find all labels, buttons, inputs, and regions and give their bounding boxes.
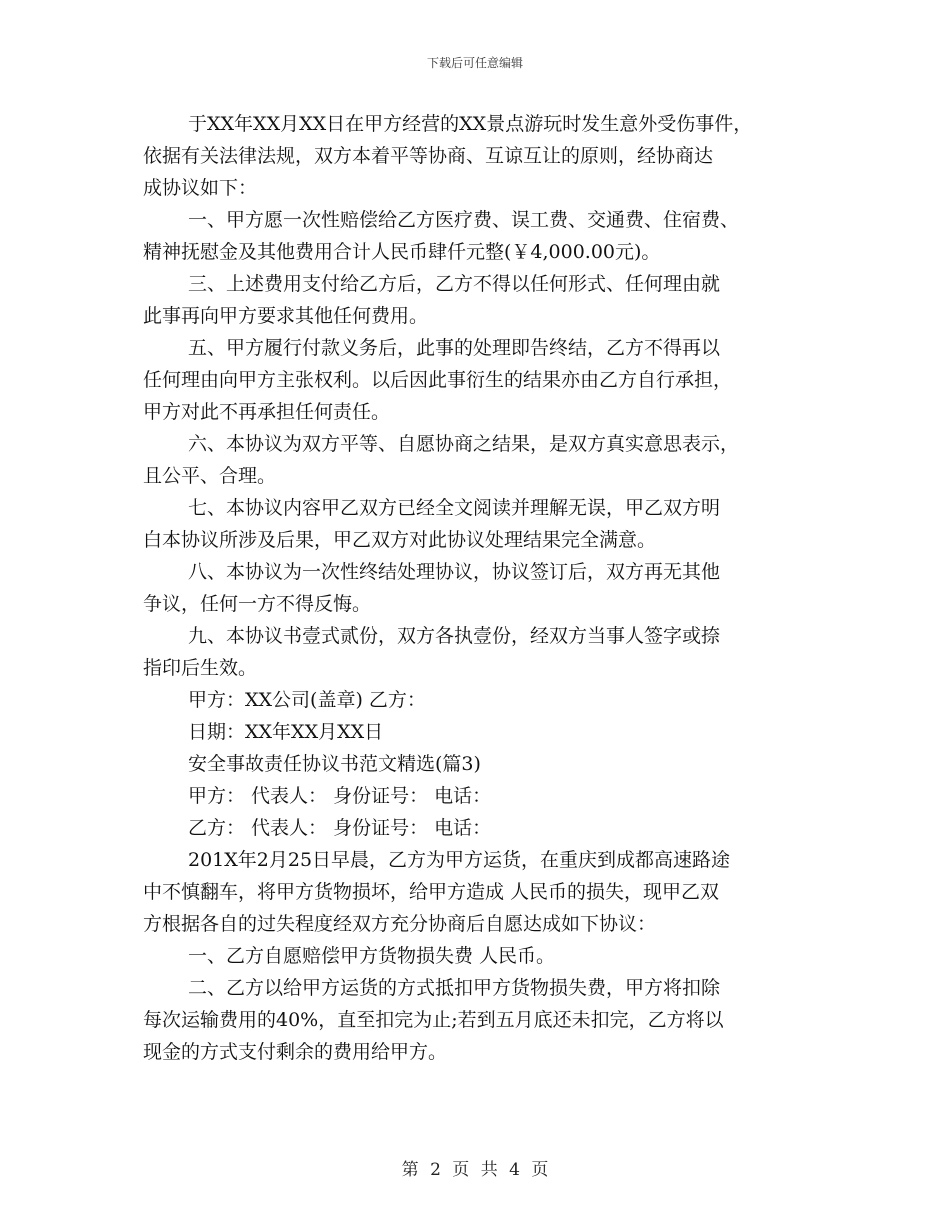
paragraph-line: 中不慎翻车，将甲方货物损坏，给甲方造成 人民币的损失，现甲乙双 bbox=[143, 881, 720, 903]
paragraph-line: 每次运输费用的40%，直至扣完为止;若到五月底还未扣完，乙方将以 bbox=[143, 1009, 724, 1031]
paragraph-line: 白本协议所涉及后果，甲乙双方对此协议处理结果完全满意。 bbox=[143, 529, 657, 551]
paragraph-line: 一、乙方自愿赔偿甲方货物损失费 人民币。 bbox=[188, 945, 556, 967]
paragraph-line: 七、本协议内容甲乙双方已经全文阅读并理解无误，甲乙双方明 bbox=[188, 497, 721, 519]
paragraph-line: 九、本协议书壹式贰份，双方各执壹份，经双方当事人签字或捺 bbox=[188, 625, 721, 647]
paragraph-line: 201X年2月25日早晨，乙方为甲方运货，在重庆到成都高速路途 bbox=[188, 849, 731, 871]
paragraph-line: 成协议如下： bbox=[143, 177, 258, 199]
paragraph-line: 六、本协议为双方平等、自愿协商之结果，是双方真实意思表示， bbox=[188, 433, 740, 455]
paragraph-line: 且公平、合理。 bbox=[143, 465, 277, 487]
paragraph-line: 五、甲方履行付款义务后，此事的处理即告终结，乙方不得再以 bbox=[188, 337, 721, 359]
paragraph-line: 争议，任何一方不得反悔。 bbox=[143, 593, 372, 615]
party-a-line: 甲方： 代表人： 身份证号： 电话： bbox=[188, 785, 492, 807]
paragraph-line: 此事再向甲方要求其他任何费用。 bbox=[143, 305, 429, 327]
paragraph-line: 甲方对此不再承担任何责任。 bbox=[143, 401, 391, 423]
page-number: 第 2 页 共 4 页 bbox=[401, 1160, 549, 1180]
paragraph-line: 指印后生效。 bbox=[143, 657, 258, 679]
paragraph-line: 任何理由向甲方主张权利。以后因此事衍生的结果亦由乙方自行承担， bbox=[143, 369, 733, 391]
paragraph-line: 一、甲方愿一次性赔偿给乙方医疗费、误工费、交通费、住宿费、 bbox=[188, 209, 740, 231]
date-line: 日期：XX年XX月XX日 bbox=[188, 721, 384, 743]
document-body bbox=[143, 108, 813, 1068]
paragraph-line: 精神抚慰金及其他费用合计人民币肆仟元整(￥4,000.00元)。 bbox=[143, 241, 661, 263]
paragraph-line: 方根据各自的过失程度经双方充分协商后自愿达成如下协议： bbox=[143, 913, 657, 935]
paragraph-line: 八、本协议为一次性终结处理协议，协议签订后，双方再无其他 bbox=[188, 561, 721, 583]
paragraph-line: 二、乙方以给甲方运货的方式抵扣甲方货物损失费，甲方将扣除 bbox=[188, 977, 721, 999]
party-b-line: 乙方： 代表人： 身份证号： 电话： bbox=[188, 817, 492, 839]
paragraph-line: 现金的方式支付剩余的费用给甲方。 bbox=[143, 1041, 448, 1063]
paragraph-line: 三、上述费用支付给乙方后，乙方不得以任何形式、任何理由就 bbox=[188, 273, 721, 295]
paragraph-line: 依据有关法律法规，双方本着平等协商、互谅互让的原则，经协商达 bbox=[143, 145, 714, 167]
page-header: 下载后可任意编辑 bbox=[426, 56, 523, 70]
section-title: 安全事故责任协议书范文精选(篇3) bbox=[188, 753, 481, 775]
signature-line: 甲方：XX公司(盖章) 乙方： bbox=[188, 689, 426, 711]
paragraph-line: 于XX年XX月XX日在甲方经营的XX景点游玩时发生意外受伤事件， bbox=[188, 113, 753, 135]
